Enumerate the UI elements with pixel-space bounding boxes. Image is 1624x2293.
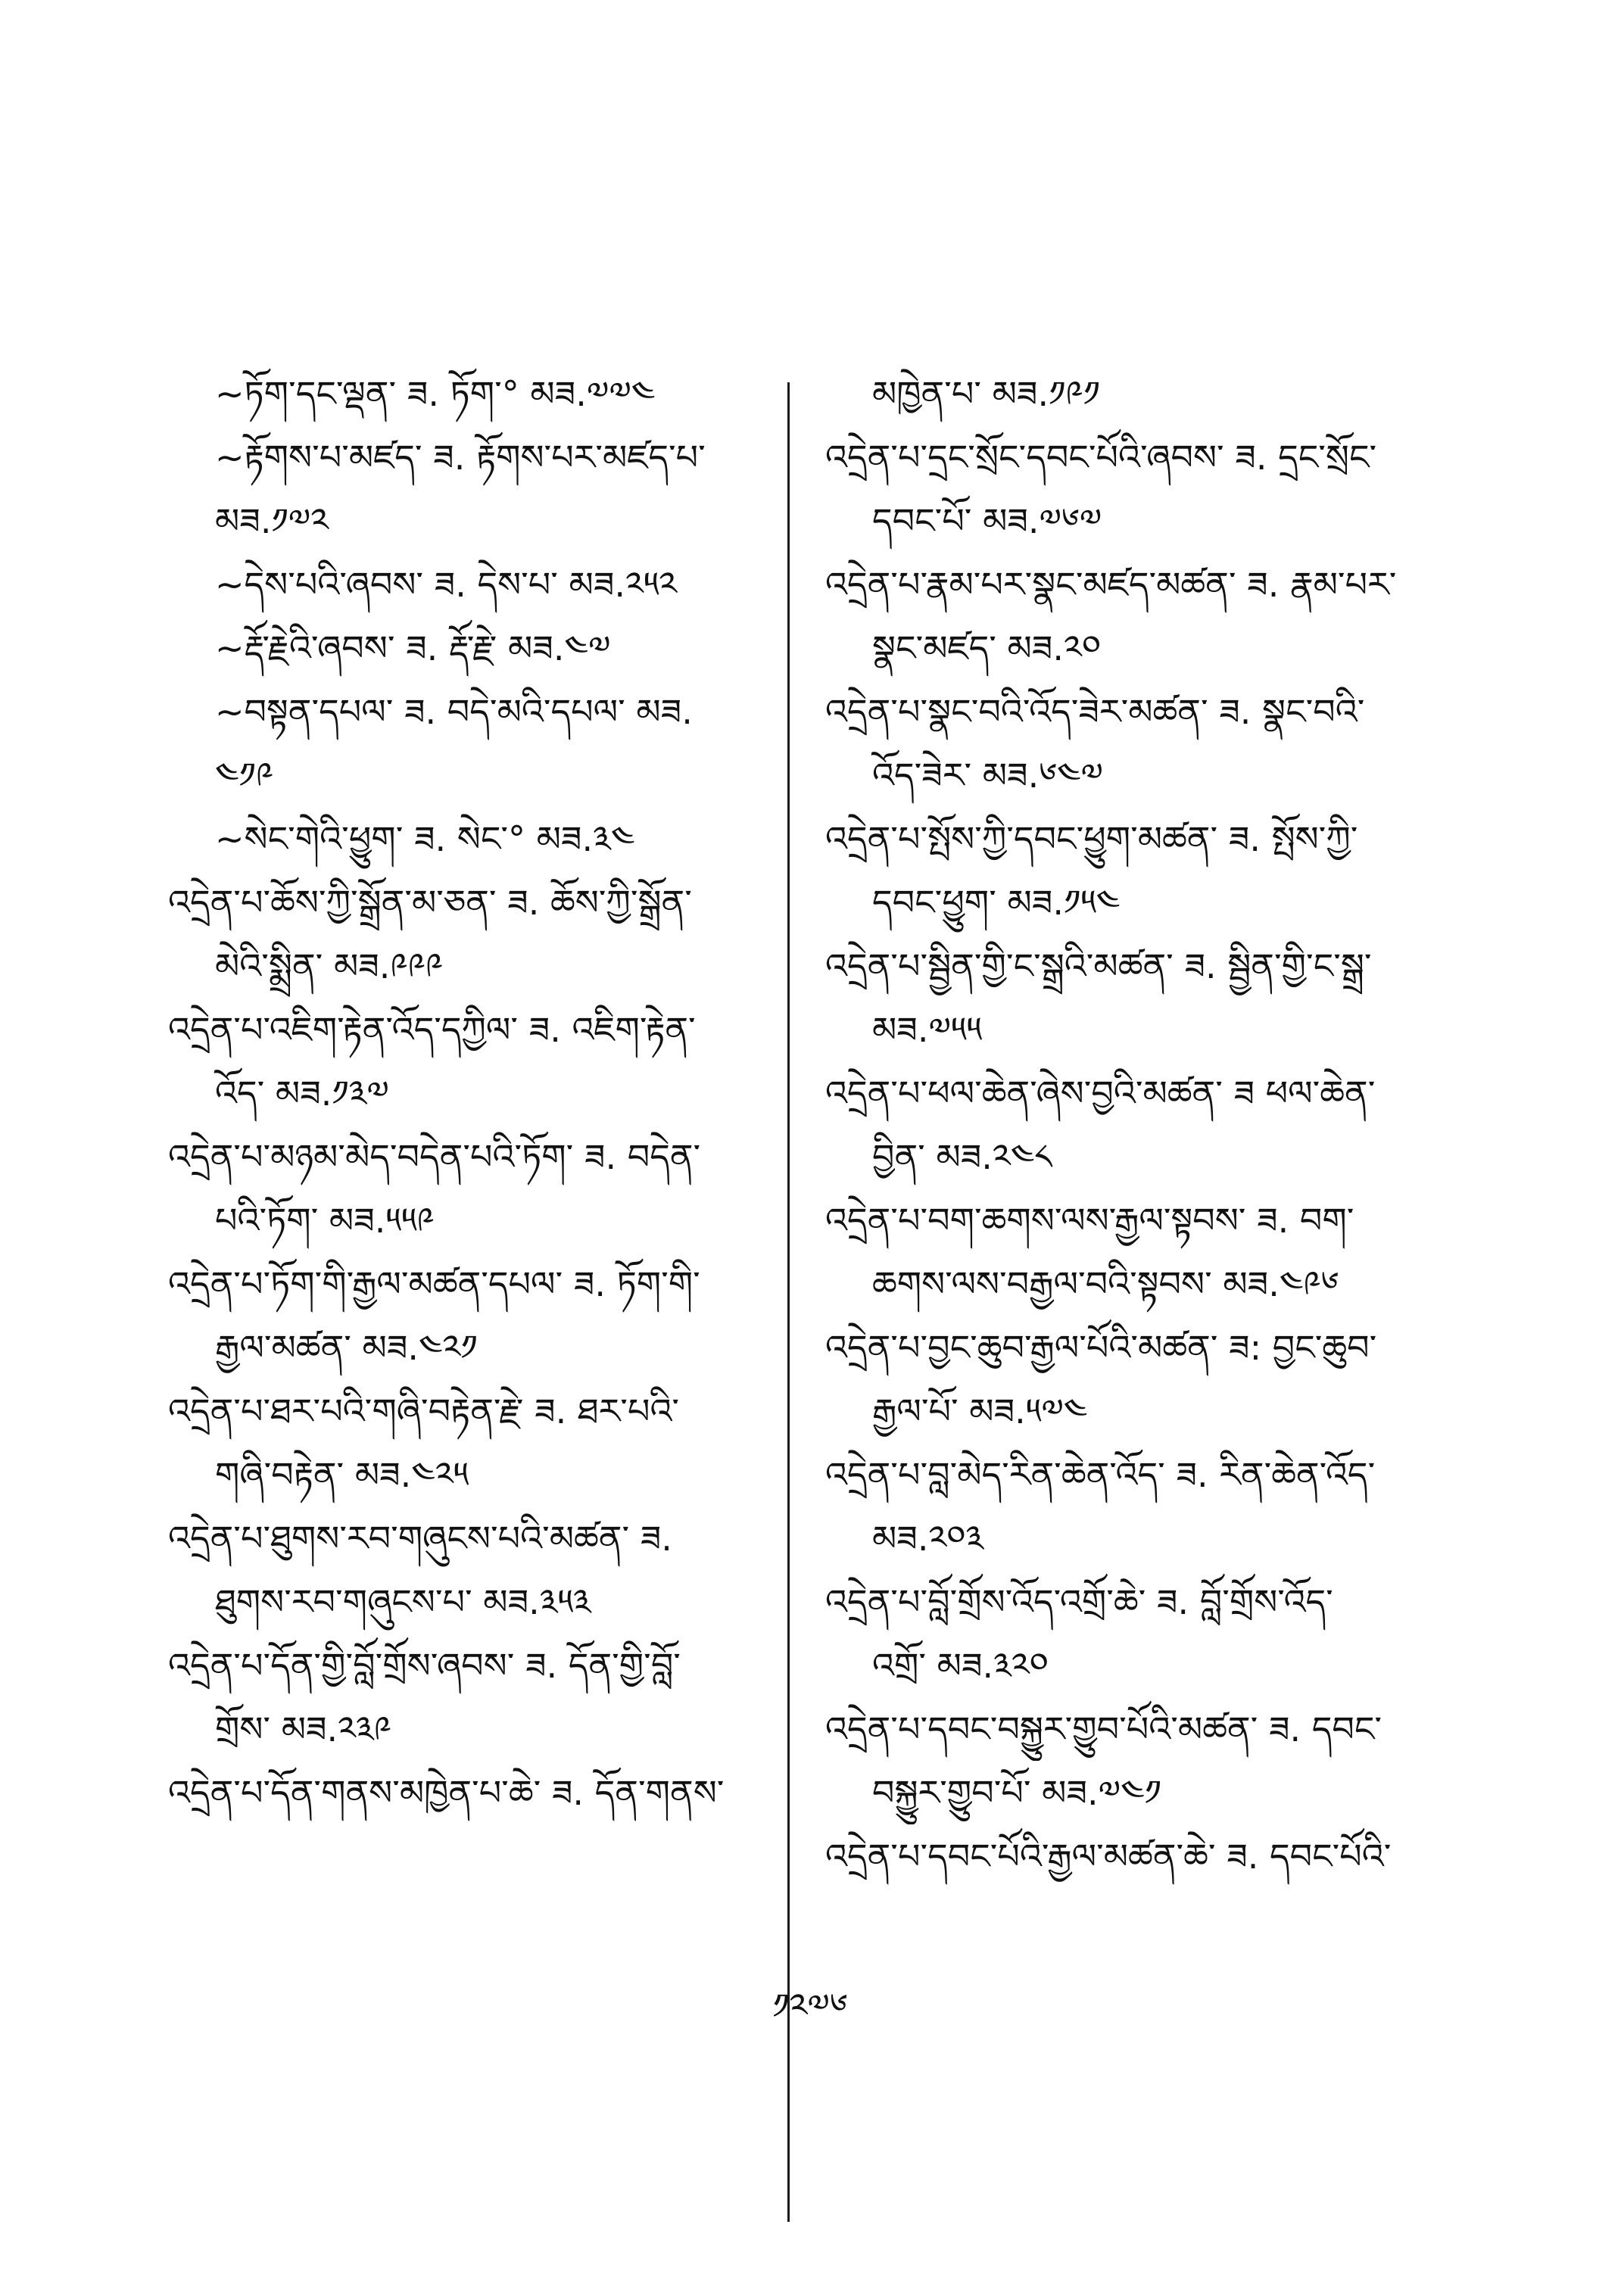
index-entry xyxy=(825,1570,1431,1697)
index-entry xyxy=(168,362,774,425)
entry-line: འདྲེན་པ་མཉམ་མེད་བདེན་པའི་ཏོག་ ཟ. བདེན་ xyxy=(168,1136,701,1177)
index-entry xyxy=(168,553,774,616)
entry-continuation-line: བྱིན་ མཟ.༢༤༨ xyxy=(872,1136,1052,1177)
right-column xyxy=(825,362,1431,1888)
entry-continuation-line: ཆགས་ལས་བརྒྱལ་བའི་སྟབས་ མཟ.༤༩༦ xyxy=(872,1263,1339,1304)
entry-continuation-line: མཟ.༡༧༢ xyxy=(215,500,329,541)
entry-line: ~སེང་གེའི་ཕྱུག་ ཟ. སེང་° མཟ.༣༤ xyxy=(215,818,635,859)
entry-line: འདྲེན་པ་འཇིག་རྟེན་འོད་དཀྱིལ་ ཟ. འཇིག་རྟེན་ xyxy=(168,1009,696,1050)
entry-line: འདྲེན་པ་ཏོག་གི་རྒྱལ་མཚན་དཔལ་ ཟ. ཏོག་གི་ xyxy=(168,1263,700,1304)
entry-line: འདྲེན་པ་དབང་བསྐྱུར་གྱུབ་པོའི་མཚན་ ཟ. དབང་ xyxy=(825,1709,1382,1749)
index-entry xyxy=(825,1316,1431,1443)
entry-continuation-line: པའི་ཏོག་ མཟ.༥༥༩ xyxy=(215,1200,435,1241)
entry-line: འདྲེན་པ་སྦྱིན་གྱི་ང་སྒྲའི་མཚན་ ཟ. སྦྱིན་གྱི་ང་སྒྲ་ xyxy=(825,946,1372,986)
index-entry xyxy=(168,998,774,1125)
index-entry xyxy=(168,680,774,807)
entry-line: འདྲེན་པ་ཆོས་ཀྱི་སྒྲོན་མ་ཅན་ ཟ. ཆོས་ཀྱི་སྒྲོན་ xyxy=(168,882,692,923)
entry-line: འདྲེན་པ་བྱང་ཆུབ་རྒྱལ་པོའི་མཚན་ ཟ: བྱང་ཆུབ་ xyxy=(825,1327,1377,1368)
entry-line: ~དེས་པའི་ཞབས་ ཟ. དེས་པ་ མཟ.༢༥༢ xyxy=(215,564,678,605)
index-entry xyxy=(168,1379,774,1506)
index-entry xyxy=(168,425,774,553)
entry-continuation-line: སྣང་མཛད་ མཟ.༢༠ xyxy=(872,628,1102,668)
entry-continuation-line: རྒྱལ་པོ་ མཟ.༥༧༤ xyxy=(872,1391,1088,1432)
page-number: ༡༢༧༦ xyxy=(772,1986,848,2027)
index-entry xyxy=(825,807,1431,934)
index-entry xyxy=(168,616,774,680)
entry-continuation-line: ༤༡༩ xyxy=(215,755,274,796)
entry-continuation-line: མཟ.༧༥༥ xyxy=(872,1009,983,1050)
index-entry xyxy=(825,553,1431,680)
entry-continuation-line: དབང་ཕྱུག་ མཟ.༡༥༤ xyxy=(872,882,1121,923)
entry-line: འདྲེན་པ་ཐུགས་རབ་གཞུངས་པའི་མཚན་ ཟ. xyxy=(168,1518,672,1559)
index-entry xyxy=(168,1506,774,1634)
entry-continuation-line: མཟ.༢༠༣ xyxy=(872,1518,984,1559)
entry-line: འདྲེན་པ་དྲང་སྲོང་དབང་པོའི་ཞབས་ ཟ. དྲང་སྲོང་ xyxy=(825,437,1377,478)
index-entry xyxy=(825,1824,1431,1888)
column-divider xyxy=(787,382,790,2222)
index-entry xyxy=(825,1443,1431,1570)
entry-continuation-line: འགྲོ་ མཟ.༣༢༠ xyxy=(872,1645,1049,1686)
entry-line: མཁྱེན་པ་ མཟ.༡༩༡ xyxy=(872,373,1100,414)
index-entry xyxy=(825,934,1431,1061)
entry-line: ~བསྟན་དཔལ་ ཟ. བདེ་མའི་དཔལ་ མཟ. xyxy=(215,691,693,732)
entry-continuation-line: མེའི་སྨྲིན་ མཟ.༩༩༩ xyxy=(215,946,444,986)
entry-continuation-line: འོད་ མཟ.༡༣༧ xyxy=(215,1073,389,1114)
index-entry xyxy=(168,1252,774,1379)
index-entry xyxy=(168,871,774,998)
entry-line: ~ཏོག་དང་ལྡན་ ཟ. ཏོག་° མཟ.༧༧༤ xyxy=(215,373,656,414)
entry-line: འདྲེན་པ་སྣང་བའི་འོད་ཟེར་མཚན་ ཟ. སྣང་བའི་ xyxy=(825,691,1365,732)
index-entry xyxy=(168,1634,774,1761)
entry-line: འདྲེན་པ་བློ་གྲོས་འོད་འགྲོ་ཆེ་ ཟ. བློ་གྲོས་འོད་ xyxy=(825,1581,1333,1622)
index-entry xyxy=(168,1761,774,1824)
entry-line: འདྲེན་པ་དོན་གནས་མཁྱེན་པ་ཆེ་ ཟ. དོན་གནས་ xyxy=(168,1772,725,1813)
entry-continuation-line: གྲོས་ མཟ.༢༣༩ xyxy=(215,1709,391,1749)
entry-continuation-line: བསྐྱུར་གྱུབ་པོ་ མཟ.༧༤༡ xyxy=(872,1772,1161,1813)
entry-line: འདྲེན་པ་རྣམ་པར་སྣང་མཛད་མཚན་ ཟ. རྣམ་པར་ xyxy=(825,564,1397,605)
entry-continuation-line: ཐུགས་རབ་གཞུངས་པ་ མཟ.༣༥༣ xyxy=(215,1581,591,1622)
entry-continuation-line: འོད་ཟེར་ མཟ.༦༤༧ xyxy=(872,755,1104,796)
entry-continuation-line: རྒྱལ་མཚན་ མཟ.༤༢༡ xyxy=(215,1327,478,1368)
index-entry xyxy=(825,1061,1431,1189)
index-entry xyxy=(825,1697,1431,1824)
entry-line: ~རྟོགས་པ་མཛད་ ཟ. རྟོགས་པར་མཛད་པ་ xyxy=(215,437,706,478)
entry-continuation-line: གཞི་བརྟེན་ མཟ.༤༢༥ xyxy=(215,1454,469,1495)
left-column xyxy=(168,362,774,1824)
index-entry xyxy=(168,807,774,871)
entry-line: འདྲེན་པ་བླ་མེད་རིན་ཆེན་འོད་ ཟ. རིན་ཆེན་འོད་ xyxy=(825,1454,1376,1495)
entry-line: འདྲེན་པ་སྤོས་ཀྱི་དབང་ཕྱུག་མཚན་ ཟ. སྤོས་ཀྱི་ xyxy=(825,818,1358,859)
index-entry xyxy=(825,680,1431,807)
entry-line: ~རྡོ་རྗེའི་ཞབས་ ཟ. རྡོ་རྗེ་ མཟ.༤༧ xyxy=(215,628,611,668)
index-entry xyxy=(825,362,1431,425)
entry-line: འདྲེན་པ་ཕལ་ཆེན་ཞེས་བྱའི་མཚན་ ཟ ཕལ་ཆེན་ xyxy=(825,1073,1376,1114)
index-entry xyxy=(825,425,1431,553)
entry-line: འདྲེན་པ་དབང་པོའི་རྒྱལ་མཚན་ཆེ་ ཟ. དབང་པོའི་ xyxy=(825,1836,1392,1877)
index-entry xyxy=(825,1189,1431,1316)
index-entry xyxy=(168,1125,774,1252)
entry-line: འདྲེན་པ་དོན་གྱི་བློ་གྲོས་ཞབས་ ཟ. དོན་གྱི་བློ་ xyxy=(168,1645,681,1686)
entry-line: འདྲེན་པ་ཐར་པའི་གཞི་བརྟེན་རྗེ་ ཟ. ཐར་པའི་ xyxy=(168,1391,680,1432)
entry-continuation-line: དབང་པོ་ མཟ.༧༦༧ xyxy=(872,500,1102,541)
entry-line: འདྲེན་པ་བག་ཆགས་ལས་རྒྱལ་སྟབས་ ཟ. བག་ xyxy=(825,1200,1354,1241)
